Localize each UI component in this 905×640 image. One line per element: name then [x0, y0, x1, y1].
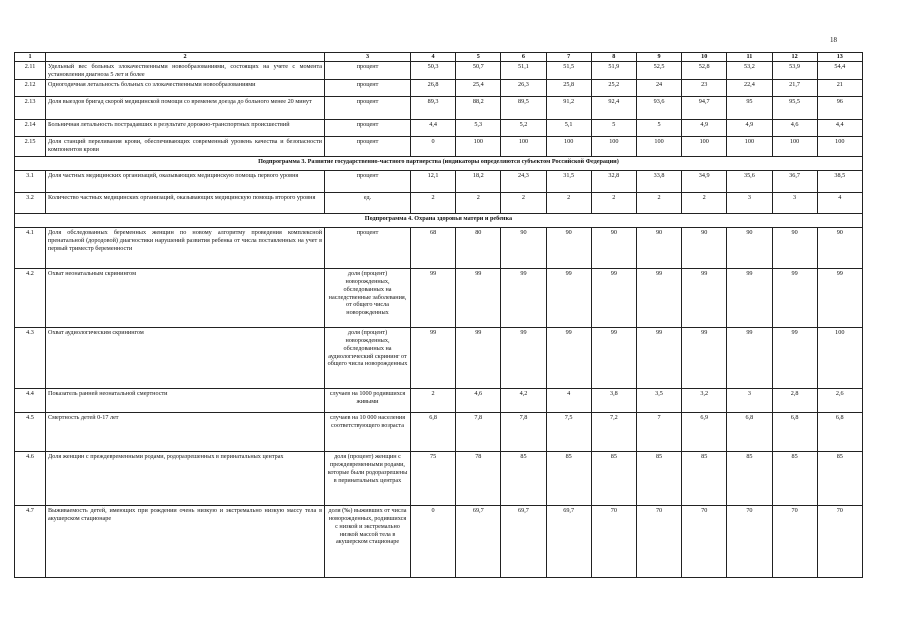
indicator-number: 3.2: [15, 193, 46, 214]
indicator-value: 85: [546, 452, 591, 506]
page-number: 18: [830, 36, 837, 44]
indicator-value: 99: [727, 269, 772, 328]
indicator-name: Количество частных медицинских организаций, оказывающих медицинскую помощь второго уровня: [46, 193, 325, 214]
indicator-value: 24: [636, 80, 681, 97]
indicator-value: 93,6: [636, 97, 681, 120]
indicator-value: 99: [456, 269, 501, 328]
indicator-value: 90: [682, 228, 727, 269]
column-number: 11: [727, 53, 772, 62]
indicator-value: 85: [682, 452, 727, 506]
indicator-value: 31,5: [546, 171, 591, 193]
indicator-row: [15, 269, 863, 328]
indicator-value: 24,3: [501, 171, 546, 193]
indicator-value: 99: [682, 269, 727, 328]
indicator-value: 6,9: [682, 413, 727, 452]
indicator-number: 4.3: [15, 328, 46, 389]
indicator-value: 34,9: [682, 171, 727, 193]
column-number: 9: [636, 53, 681, 62]
column-number-row: [15, 53, 863, 62]
indicator-value: 100: [772, 137, 817, 157]
indicator-value: 70: [591, 506, 636, 578]
indicator-value: 51,5: [546, 61, 591, 80]
indicator-value: 38,5: [817, 171, 862, 193]
indicator-value: 5: [636, 120, 681, 137]
column-number: 12: [772, 53, 817, 62]
indicator-value: 80: [456, 228, 501, 269]
indicator-value: 25,2: [591, 80, 636, 97]
indicator-value: 2: [501, 193, 546, 214]
indicator-value: 2: [682, 193, 727, 214]
indicator-value: 33,8: [636, 171, 681, 193]
indicator-value: 70: [727, 506, 772, 578]
indicator-value: 90: [501, 228, 546, 269]
indicator-value: 2: [591, 193, 636, 214]
indicator-row: [15, 193, 863, 214]
indicator-unit: случаев на 1000 родившихся живыми: [325, 389, 411, 413]
indicator-value: 85: [501, 452, 546, 506]
indicator-name: Больничная летальность пострадавших в результате дорожно-транспортных происшествий: [46, 120, 325, 137]
indicator-unit: доля (процент) новорожденных, обследованных на наследственные заболевания, от общего числа новорожденных: [325, 269, 411, 328]
indicator-value: 100: [817, 328, 862, 389]
indicator-value: 5,2: [501, 120, 546, 137]
indicator-value: 99: [411, 269, 456, 328]
indicator-value: 92,4: [591, 97, 636, 120]
indicator-value: 50,7: [456, 61, 501, 80]
indicator-value: 4,9: [682, 120, 727, 137]
indicator-number: 2.15: [15, 137, 46, 157]
indicator-value: 21: [817, 80, 862, 97]
indicator-name: Удельный вес больных злокачественными новообразованиями, состоящих на учете с момента установления диагноза 5 лет и более: [46, 61, 325, 80]
indicator-value: 0: [411, 137, 456, 157]
indicator-value: 3,5: [636, 389, 681, 413]
indicator-value: 5,1: [546, 120, 591, 137]
indicator-value: 3: [727, 389, 772, 413]
indicator-value: 95,5: [772, 97, 817, 120]
indicator-unit: процент: [325, 61, 411, 80]
indicator-value: 6,8: [727, 413, 772, 452]
indicator-value: 2: [636, 193, 681, 214]
indicator-unit: процент: [325, 171, 411, 193]
indicator-value: 7,5: [546, 413, 591, 452]
indicator-row: [15, 328, 863, 389]
indicator-value: 99: [682, 328, 727, 389]
indicator-value: 36,7: [772, 171, 817, 193]
indicator-value: 90: [591, 228, 636, 269]
indicator-value: 4,6: [456, 389, 501, 413]
indicator-value: 100: [817, 137, 862, 157]
indicator-unit: доля (‰) выживших от числа новорожденных, родившихся с низкой и экстремально низкой массой тела в акушерском стационаре: [325, 506, 411, 578]
indicator-row: [15, 228, 863, 269]
indicator-value: 6,8: [411, 413, 456, 452]
indicator-value: 4,6: [772, 120, 817, 137]
indicator-value: 70: [682, 506, 727, 578]
indicator-name: Одногодичная летальность больных со злокачественными новообразованиями: [46, 80, 325, 97]
indicator-value: 54,4: [817, 61, 862, 80]
indicator-unit: ед.: [325, 193, 411, 214]
column-number: 1: [15, 53, 46, 62]
indicator-value: 4,4: [817, 120, 862, 137]
indicator-value: 99: [591, 269, 636, 328]
indicator-value: 3: [727, 193, 772, 214]
indicator-unit: процент: [325, 80, 411, 97]
indicator-value: 99: [772, 328, 817, 389]
column-number: 2: [46, 53, 325, 62]
indicator-value: 6,8: [817, 413, 862, 452]
indicator-value: 32,8: [591, 171, 636, 193]
indicator-number: 2.11: [15, 61, 46, 80]
indicator-value: 25,8: [546, 80, 591, 97]
indicator-value: 2: [411, 389, 456, 413]
indicator-value: 52,8: [682, 61, 727, 80]
indicator-value: 90: [636, 228, 681, 269]
indicator-value: 7,8: [501, 413, 546, 452]
indicator-value: 7,8: [456, 413, 501, 452]
indicator-value: 6,8: [772, 413, 817, 452]
indicator-value: 85: [817, 452, 862, 506]
column-number: 5: [456, 53, 501, 62]
indicator-value: 99: [772, 269, 817, 328]
indicator-value: 70: [636, 506, 681, 578]
indicator-value: 99: [817, 269, 862, 328]
indicator-number: 4.7: [15, 506, 46, 578]
indicator-value: 5: [591, 120, 636, 137]
indicator-number: 2.13: [15, 97, 46, 120]
indicators-table: [14, 52, 863, 578]
indicator-row: [15, 137, 863, 157]
indicator-value: 7: [636, 413, 681, 452]
indicator-value: 7,2: [591, 413, 636, 452]
indicator-value: 99: [501, 269, 546, 328]
indicator-value: 53,9: [772, 61, 817, 80]
indicator-value: 99: [546, 328, 591, 389]
indicator-value: 53,2: [727, 61, 772, 80]
indicator-number: 4.6: [15, 452, 46, 506]
indicator-value: 50,3: [411, 61, 456, 80]
indicator-value: 69,7: [546, 506, 591, 578]
indicator-unit: процент: [325, 120, 411, 137]
indicator-value: 100: [727, 137, 772, 157]
indicator-name: Доля станций переливания крови, обеспечивающих современный уровень качества и безопасности компонентов крови: [46, 137, 325, 157]
indicator-value: 3,2: [682, 389, 727, 413]
indicator-name: Доля выездов бригад скорой медицинской помощи со временем доезда до больного менее 20 минут: [46, 97, 325, 120]
indicator-value: 70: [817, 506, 862, 578]
indicator-value: 89,5: [501, 97, 546, 120]
column-number: 4: [411, 53, 456, 62]
indicator-value: 51,9: [591, 61, 636, 80]
indicator-row: [15, 61, 863, 80]
indicator-value: 89,3: [411, 97, 456, 120]
column-number: 8: [591, 53, 636, 62]
indicator-row: [15, 80, 863, 97]
indicator-value: 99: [501, 328, 546, 389]
indicator-value: 85: [591, 452, 636, 506]
indicator-name: Охват неонатальным скринингом: [46, 269, 325, 328]
indicator-value: 96: [817, 97, 862, 120]
indicator-value: 99: [727, 328, 772, 389]
indicator-value: 95: [727, 97, 772, 120]
indicators-table-container: [14, 52, 862, 578]
indicator-value: 100: [636, 137, 681, 157]
indicator-value: 4,9: [727, 120, 772, 137]
indicator-value: 2: [546, 193, 591, 214]
indicator-value: 25,4: [456, 80, 501, 97]
indicator-value: 5,3: [456, 120, 501, 137]
indicator-value: 100: [501, 137, 546, 157]
indicator-value: 85: [727, 452, 772, 506]
indicator-unit: процент: [325, 137, 411, 157]
indicator-value: 100: [682, 137, 727, 157]
indicator-value: 70: [772, 506, 817, 578]
indicator-value: 99: [546, 269, 591, 328]
column-number: 3: [325, 53, 411, 62]
indicator-number: 3.1: [15, 171, 46, 193]
indicator-row: [15, 120, 863, 137]
indicator-value: 94,7: [682, 97, 727, 120]
indicator-row: [15, 452, 863, 506]
indicator-value: 99: [456, 328, 501, 389]
indicator-value: 2: [411, 193, 456, 214]
indicator-value: 69,7: [456, 506, 501, 578]
indicator-value: 100: [546, 137, 591, 157]
indicator-value: 21,7: [772, 80, 817, 97]
indicator-value: 51,1: [501, 61, 546, 80]
indicator-unit: случаев на 10 000 населения соответствующего возраста: [325, 413, 411, 452]
indicator-row: [15, 413, 863, 452]
indicator-value: 23: [682, 80, 727, 97]
indicator-row: [15, 389, 863, 413]
indicator-value: 78: [456, 452, 501, 506]
indicator-value: 4: [546, 389, 591, 413]
indicator-unit: доля (процент) женщин с преждевременными родами, которые были родоразрешены в перинатальных центрах: [325, 452, 411, 506]
indicator-value: 4: [817, 193, 862, 214]
indicator-value: 90: [817, 228, 862, 269]
indicator-name: Выживаемость детей, имеющих при рождении очень низкую и экстремально низкую массу тела в акушерском стационаре: [46, 506, 325, 578]
indicator-value: 26,3: [501, 80, 546, 97]
indicator-value: 26,8: [411, 80, 456, 97]
column-number: 13: [817, 53, 862, 62]
indicator-value: 35,6: [727, 171, 772, 193]
indicator-name: Смертность детей 0-17 лет: [46, 413, 325, 452]
indicator-value: 85: [772, 452, 817, 506]
indicator-name: Доля частных медицинских организаций, оказывающих медицинскую помощь первого уровня: [46, 171, 325, 193]
indicator-row: [15, 506, 863, 578]
indicator-number: 4.4: [15, 389, 46, 413]
indicator-value: 100: [456, 137, 501, 157]
indicator-value: 99: [636, 328, 681, 389]
indicator-value: 99: [636, 269, 681, 328]
indicator-unit: доля (процент) новорожденных, обследованных на аудиологический скрининг от общего числа новорожденных: [325, 328, 411, 389]
indicator-name: Доля женщин с преждевременными родами, родоразрешенных в перинатальных центрах: [46, 452, 325, 506]
indicator-value: 0: [411, 506, 456, 578]
indicator-name: Охват аудиологическим скринингом: [46, 328, 325, 389]
indicator-number: 4.1: [15, 228, 46, 269]
subprogram-header-row: [15, 214, 863, 228]
indicator-unit: процент: [325, 97, 411, 120]
subprogram-title: Подпрограмма 3. Развитие государственно-частного партнерства (индикаторы определяются субъектом Российской Федерации): [15, 157, 863, 171]
subprogram-header-row: [15, 157, 863, 171]
indicator-value: 85: [636, 452, 681, 506]
indicator-value: 3,8: [591, 389, 636, 413]
indicator-value: 90: [727, 228, 772, 269]
column-number: 7: [546, 53, 591, 62]
indicator-value: 2,6: [817, 389, 862, 413]
indicator-number: 2.12: [15, 80, 46, 97]
indicator-name: Доля обследованных беременных женщин по новому алгоритму проведения комплексной пренатальной (дородовой) диагностики нарушений развития ребенка от числа поставленных на учет в первый триместр беременности: [46, 228, 325, 269]
indicator-number: 4.5: [15, 413, 46, 452]
column-number: 6: [501, 53, 546, 62]
indicator-value: 3: [772, 193, 817, 214]
column-number: 10: [682, 53, 727, 62]
indicator-value: 52,5: [636, 61, 681, 80]
indicator-unit: процент: [325, 228, 411, 269]
indicator-number: 2.14: [15, 120, 46, 137]
indicator-name: Показатель ранней неонатальной смертности: [46, 389, 325, 413]
subprogram-title: Подпрограмма 4. Охрана здоровья матери и ребенка: [15, 214, 863, 228]
indicator-value: 99: [591, 328, 636, 389]
indicator-value: 2: [456, 193, 501, 214]
indicator-value: 68: [411, 228, 456, 269]
indicator-value: 100: [591, 137, 636, 157]
indicator-row: [15, 171, 863, 193]
indicator-value: 90: [772, 228, 817, 269]
indicator-value: 12,1: [411, 171, 456, 193]
indicator-row: [15, 97, 863, 120]
indicator-value: 75: [411, 452, 456, 506]
indicator-value: 90: [546, 228, 591, 269]
indicator-value: 69,7: [501, 506, 546, 578]
indicator-value: 2,8: [772, 389, 817, 413]
indicator-value: 4,4: [411, 120, 456, 137]
indicator-number: 4.2: [15, 269, 46, 328]
indicator-value: 91,2: [546, 97, 591, 120]
indicator-value: 4,2: [501, 389, 546, 413]
indicator-value: 22,4: [727, 80, 772, 97]
indicator-value: 18,2: [456, 171, 501, 193]
indicator-value: 99: [411, 328, 456, 389]
indicator-value: 88,2: [456, 97, 501, 120]
